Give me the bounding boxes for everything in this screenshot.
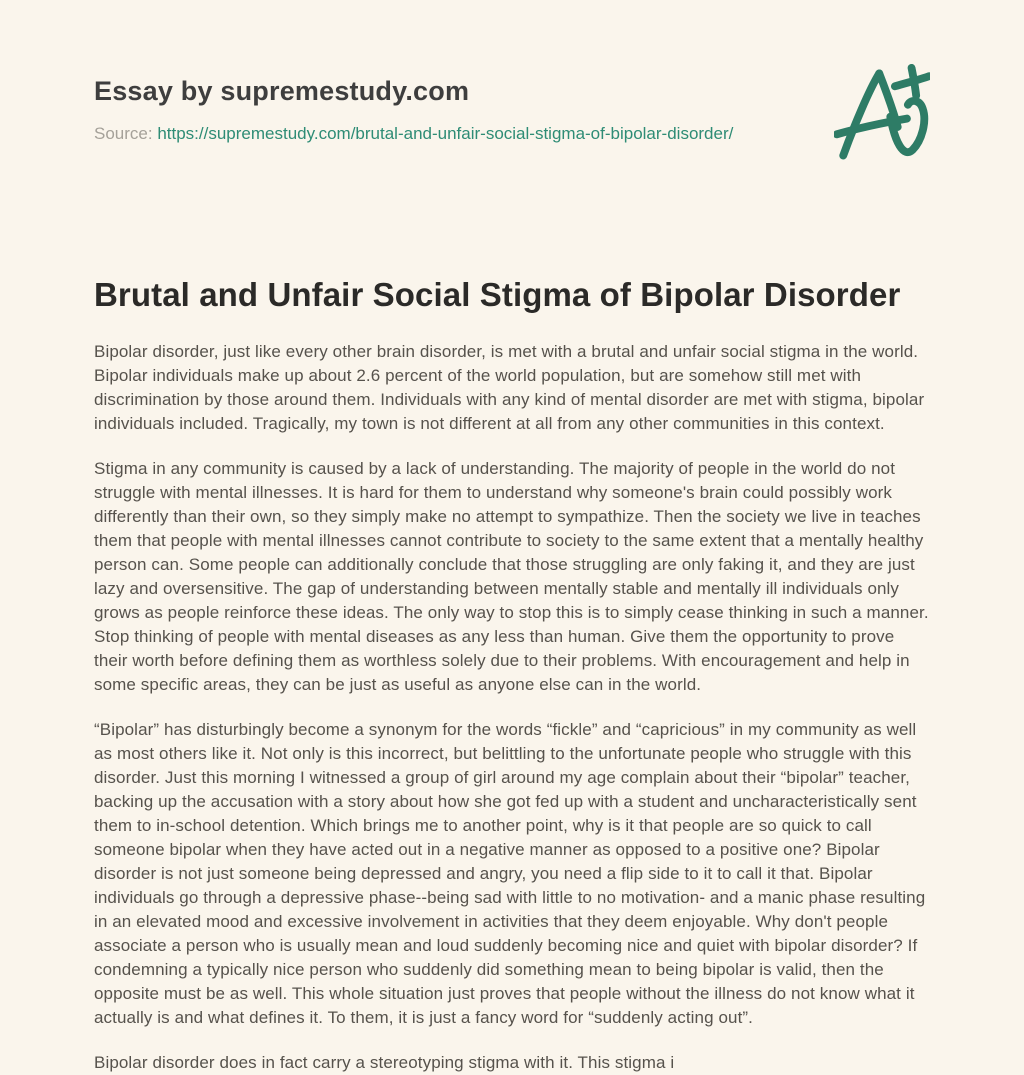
essay-content — [94, 276, 930, 1075]
essay-paragraph-2: Stigma in any community is caused by a lack of understanding. The majority of people in the world do not struggle with mental illnesses. It is hard for them to understand why someone's brain could possibly work differently than their own, so they simply make no attempt to sympathize. Then the society we live in teaches them that people with mental illnesses cannot contribute to society to the same extent that a mentally healthy person can. Some people can additionally conclude that those struggling are only faking it, and they are just lazy and oversensitive. The gap of understanding between mentally stable and mentally ill individuals only grows as people reinforce these ideas. The only way to stop this is to simply cease thinking in such a manner. Stop thinking of people with mental diseases as any less than human. Give them the opportunity to prove their worth before defining them as worthless solely due to their problems. With encouragement and help in some specific areas, they can be just as useful as anyone else can in the world. — [94, 459, 929, 694]
essay-paragraph-3: “Bipolar” has disturbingly become a synonym for the words “fickle” and “capricious” in my community as well as most others like it. Not only is this incorrect, but belittling to the unfortunate people who struggle with this disorder. Just this morning I witnessed a group of girl around my age complain about their “bipolar” teacher, backing up the accusation with a story about how she got fed up with a student and uncharacteristically sent them to in-school detention. Which brings me to another point, why is it that people are so quick to call someone bipolar when they have acted out in a negative manner as opposed to a positive one? Bipolar disorder is not just someone being depressed and angry, you need a flip side to it to call it that. Bipolar individuals go through a depressive phase--being sad with little to no motivation- and a manic phase resulting in an elevated mood and excessive involvement in activities that they deem enjoyable. Why don't people associate a person who is usually mean and loud suddenly becoming nice and quiet with bipolar disorder? If condemning a typically nice person who suddenly did something mean to being bipolar is valid, then the opposite must be as well. This whole situation just proves that people without the illness do not know what it actually is and what defines it. To them, it is just a fancy word for “suddenly acting out”. — [94, 720, 926, 1027]
source-link[interactable]: https://supremestudy.com/brutal-and-unfair-social-stigma-of-bipolar-disorder/ — [157, 124, 734, 143]
page-header — [94, 76, 930, 164]
essay-paragraph-4: Bipolar disorder does in fact carry a stereotyping stigma with it. This stigma i — [94, 1053, 675, 1072]
source-line — [94, 124, 733, 144]
a-plus-logo-icon — [834, 64, 930, 164]
header-text-block — [94, 76, 733, 144]
essay-title: Brutal and Unfair Social Stigma of Bipolar Disorder — [94, 276, 901, 313]
essay-paragraph-1: Bipolar disorder, just like every other brain disorder, is met with a brutal and unfair social stigma in the world. Bipolar individuals make up about 2.6 percent of the world population, but are somehow still met with discrimination by those around them. Individuals with any kind of mental disorder are met with stigma, bipolar individuals included. Tragically, my town is not different at all from any other communities in this context. — [94, 342, 925, 433]
site-title: Essay by supremestudy.com — [94, 76, 470, 106]
source-label: Source: — [94, 124, 153, 143]
